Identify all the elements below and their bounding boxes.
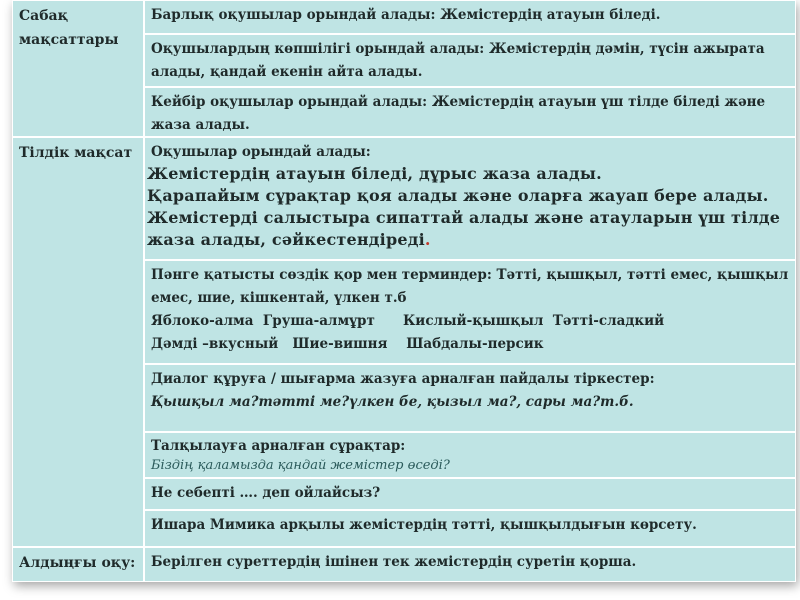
- goal-all-text: Барлық оқушылар орындай алады: Жемістердің атауын біледі.: [151, 7, 661, 23]
- why-cell: [144, 478, 796, 510]
- dialog-heading: Диалог құруға / шығарма жазуға арналған пайдалы тіркестер:: [151, 371, 655, 387]
- lang-bullet-end-dot: .: [424, 230, 431, 249]
- bullet-marker-icon: [131, 163, 147, 185]
- bullet-marker-icon: [131, 185, 147, 207]
- lang-intro: Оқушылар орындай алады:: [151, 144, 371, 160]
- lang-bullet-text: Жемістерді салыстыра сипаттай алады және атауларын үш тілде жаза алады, сәйкестендіреді: [147, 208, 781, 249]
- lang-bullet-list: [147, 163, 789, 251]
- mime-cell: [144, 510, 796, 547]
- bullet-marker-icon: [131, 207, 147, 251]
- goal-most-cell: [144, 34, 796, 87]
- lang-bullet-text: Жемістердің атауын біледі, дұрыс жаза алады.: [147, 164, 602, 183]
- lang-bullet-item: [131, 185, 789, 207]
- lang-bullet-item: [131, 163, 789, 185]
- prior-text: Берілген суреттердің ішінен тек жемістердің суретін қорша.: [151, 554, 637, 570]
- lang-label-cell: [12, 137, 144, 547]
- goals-label-cell: [12, 0, 144, 137]
- goal-most-text: Оқушылардың көпшілігі орындай алады: Жемістердің дәмін, түсін ажырата алады, қандай екенін айта алады.: [151, 41, 765, 80]
- dialog-example: Қышқыл ма?тәтті ме?үлкен бе, қызыл ма?, сары ма?т.б.: [151, 394, 634, 410]
- prior-label: Алдыңғы оқу:: [19, 555, 136, 571]
- discuss-example: Біздің қаламызда қандай жемістер өседі?: [151, 458, 450, 473]
- mime-text: Ишара Мимика арқылы жемістердің тәтті, қышқылдығын көрсету.: [151, 517, 697, 533]
- vocab-line-2: Яблоко-алма Груша-алмұрт Кислый-қышқыл Тәтті-сладкий: [151, 313, 665, 329]
- lang-goal-cell: [144, 137, 796, 260]
- vocab-cell: [144, 260, 796, 364]
- discuss-cell: [144, 432, 796, 478]
- discuss-heading: Талқылауға арналған сұрақтар:: [151, 438, 406, 454]
- goals-label: Сабақ мақсаттары: [19, 8, 119, 48]
- lang-label: Тілдік мақсат: [19, 145, 133, 161]
- prior-cell: [144, 547, 796, 582]
- vocab-heading: Пәнге қатысты сөздік қор мен терминдер: Тәтті, қышқыл, тәтті емес, қышқыл емес, шие, кішкентай, үлкен т.б: [151, 267, 789, 306]
- prior-label-cell: [12, 547, 144, 582]
- lang-bullet-item: [131, 207, 789, 251]
- dialog-cell: [144, 364, 796, 432]
- lang-bullet-text: Қарапайым сұрақтар қоя алады және оларға жауап бере алады.: [147, 186, 769, 205]
- goal-some-text: Кейбір оқушылар орындай алады: Жемістердің атауын үш тілде біледі және жаза алады.: [151, 94, 766, 133]
- goal-some-cell: [144, 87, 796, 137]
- lesson-plan-table: [12, 0, 796, 582]
- vocab-line-3: Дәмді –вкусный Шие-вишня Шабдалы-персик: [151, 336, 544, 352]
- goal-all-cell: [144, 0, 796, 34]
- why-question: Не себепті …. деп ойлайсыз?: [151, 485, 381, 501]
